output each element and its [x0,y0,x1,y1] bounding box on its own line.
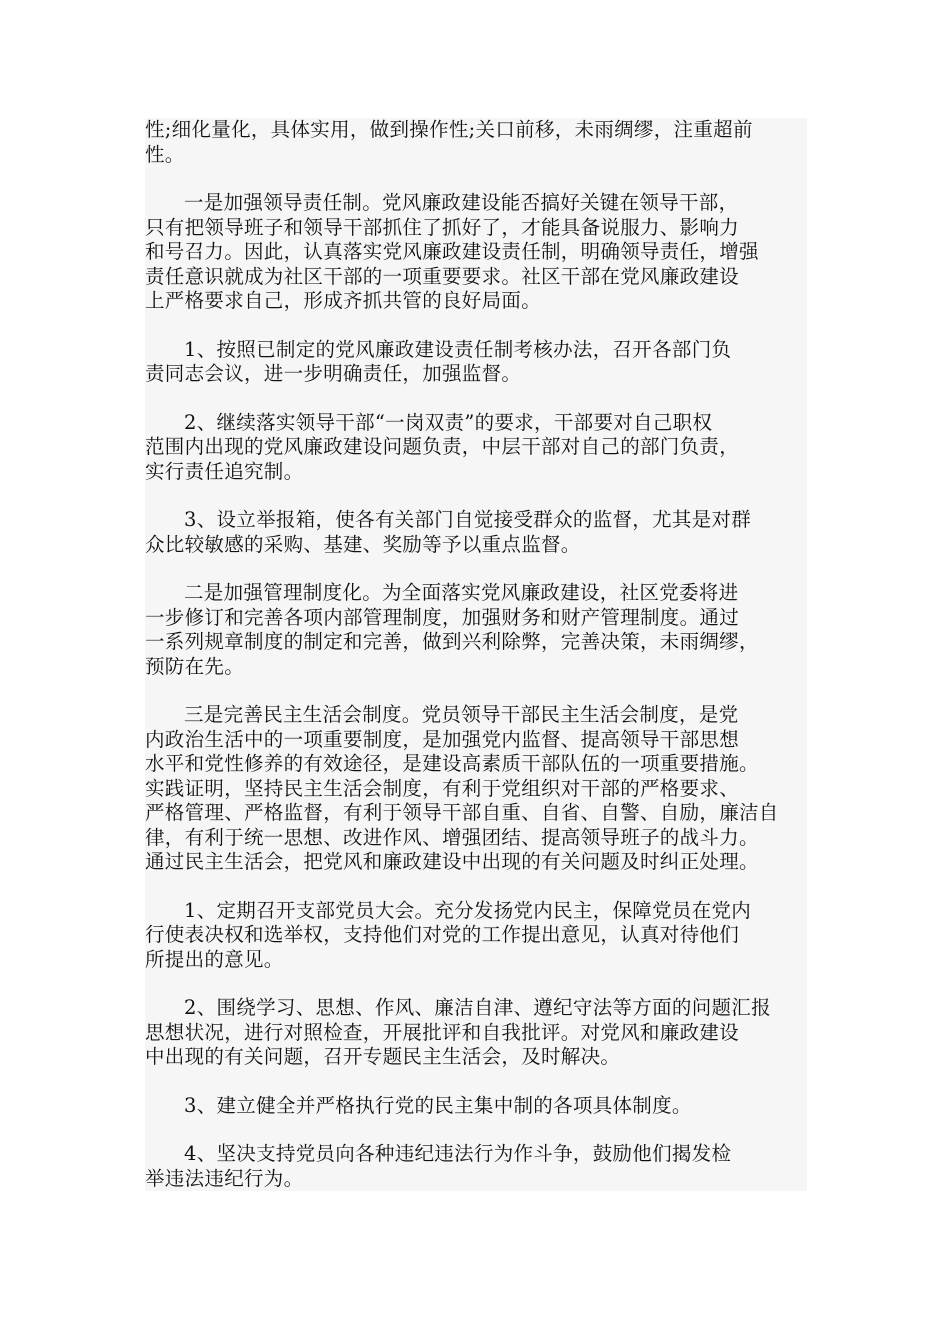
paragraph-gap [145,875,807,899]
paragraph-management-system [145,581,807,679]
text-line: 律，有利于统一思想、改进作风、增强团结、提高领导班子的战斗力。 [145,825,759,849]
text-line: 众比较敏感的采购、基建、奖励等予以重点监督。 [145,532,581,556]
paragraph-gap [145,484,807,508]
text-line: 实行责任追究制。 [145,459,304,483]
text-line: 只有把领导班子和领导干部抓住了抓好了，才能具备说服力、影响力 [145,215,740,239]
text-line: 水平和党性修养的有效途径，是建设高素质干部队伍的一项重要措施。 [145,752,759,775]
text-line: 行使表决权和选举权，支持他们对党的工作提出意见，认真对待他们 [145,923,740,946]
text-line: 2、围绕学习、思想、作风、廉洁自津、遵纪守法等方面的问题汇报 [184,996,771,1019]
paragraph-item-4b [145,1142,807,1191]
text-line: 3、设立举报箱，使各有关部门自觉接受群众的监督，尤其是对群 [184,508,752,531]
paragraph-gap [145,1118,807,1142]
text-line: 中出现的有关问题，召开专题民主生活会，及时解决。 [145,1045,621,1068]
text-line: 所提出的意见。 [145,947,284,971]
text-line: 1、按照已制定的党风廉政建设责任制考核办法，召开各部门负 [184,337,732,361]
paragraph-leadership-responsibility [145,191,807,314]
text-line: 性。 [145,142,185,166]
text-line: 通过民主生活会，把党风和廉政建设中出现的有关问题及时纠正处理。 [145,850,759,873]
paragraph-gap [145,1070,807,1094]
paragraph-item-1 [145,338,807,387]
text-line: 范围内出现的党风廉政建设问题负责，中层干部对自己的部门负责， [145,435,740,458]
paragraph-gap [145,972,807,996]
text-line: 一步修订和完善各项内部管理制度，加强财务和财产管理制度。通过 [145,605,740,629]
text-line: 一是加强领导责任制。党风廉政建设能否搞好关键在领导干部， [184,191,739,214]
paragraph-gap [145,557,807,581]
text-line: 内政治生活中的一项重要制度，是加强党内监督、提高领导干部思想 [145,727,740,751]
paragraph-item-3 [145,508,807,557]
paragraph-item-2b [145,996,807,1070]
text-line: 责任意识就成为社区干部的一项重要要求。社区干部在党风廉政建设 [145,264,740,288]
text-line: 三是完善民主生活会制度。党员领导干部民主生活会制度，是党 [184,703,739,726]
text-line: 1、定期召开支部党员大会。充分发扬党内民主，保障党员在党内 [184,898,752,922]
text-line: 二是加强管理制度化。为全面落实党风廉政建设，社区党委将进 [184,581,739,604]
text-line: 实践证明，坚持民主生活会制度，有利于党组织对干部的严格要求、 [145,776,740,800]
text-line: 2、继续落实领导干部“一岗双责”的要求，干部要对自己职权 [184,410,713,434]
paragraph-item-2 [145,411,807,485]
text-line: 思想状况，进行对照检查，开展批评和自我批评。对党风和廉政建设 [145,1020,740,1044]
text-line: 上严格要求自己，形成齐抓共管的良好局面。 [145,289,542,312]
document-body [145,118,807,1191]
paragraph-gap [145,387,807,411]
text-line: 责同志会议，进一步明确责任，加强监督。 [145,362,522,385]
text-line: 性;细化量化，具体实用，做到操作性;关口前移，未雨绸缪，注重超前 [145,118,753,141]
paragraph-gap [145,167,807,191]
paragraph-item-1b [145,899,807,973]
text-line: 3、建立健全并严格执行党的民主集中制的各项具体制度。 [184,1093,692,1117]
text-line: 严格管理、严格监督，有利于领导干部自重、自省、自警、自励，廉洁自 [145,801,779,824]
text-line: 举违法违纪行为。 [145,1166,304,1190]
paragraph-gap [145,679,807,703]
text-line: 4、坚决支持党员向各种违纪违法行为作斗争，鼓励他们揭发检 [184,1142,732,1165]
paragraph-item-3b [145,1094,807,1119]
text-line: 和号召力。因此，认真落实党风廉政建设责任制，明确领导责任，增强 [145,240,759,263]
paragraph-democratic-life [145,703,807,875]
paragraph-continuation [145,118,807,167]
text-line: 一系列规章制度的制定和完善，做到兴利除弊，完善决策，未雨绸缪， [145,630,759,653]
text-line: 预防在先。 [145,654,245,678]
paragraph-gap [145,314,807,338]
